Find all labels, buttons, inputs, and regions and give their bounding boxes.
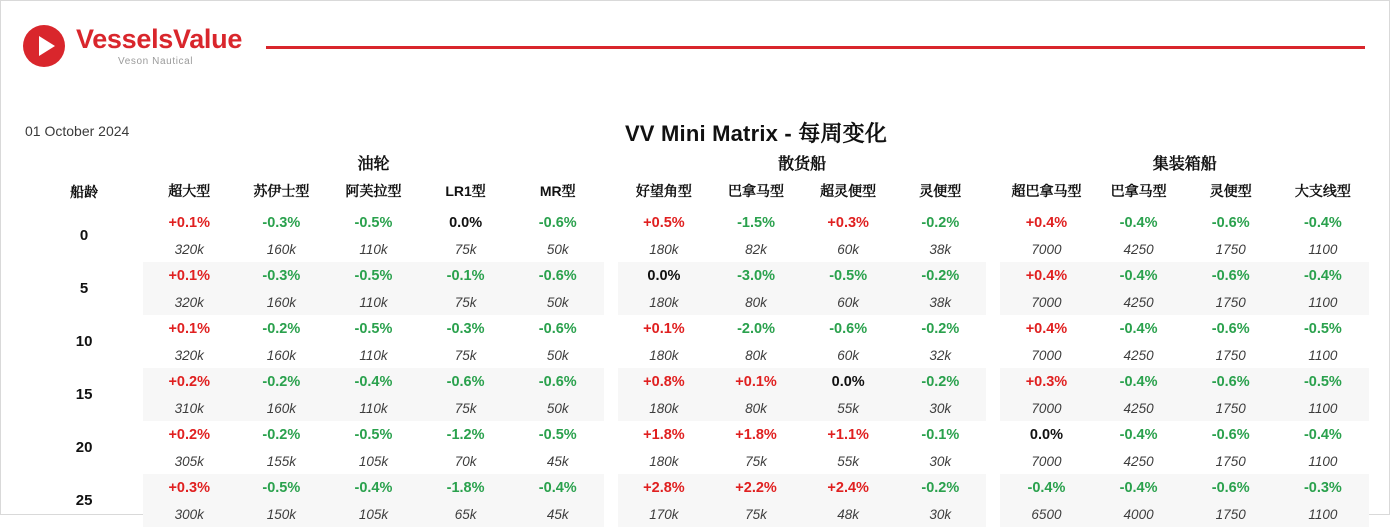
change-cell: 0.0% [449,214,483,231]
change-cell: +0.1% [168,320,210,337]
value-cell: 1100 [1308,453,1338,469]
value-cell: 160k [266,347,296,363]
value-cell: 7000 [1031,453,1062,469]
change-cell: +1.8% [643,426,685,443]
matrix-body [25,209,1369,527]
change-cell: -0.4% [327,368,419,395]
value-cell: 45k [546,453,569,469]
value-cell: 105k [358,453,389,469]
value-cell: 55k [837,453,860,469]
value-cell: 160k [235,395,327,421]
change-cell: +0.3% [1000,368,1092,395]
change-cell: -0.4% [512,474,604,501]
change-cell: +0.5% [643,214,685,231]
age-cell: 20 [75,439,93,456]
value-cell: 320k [143,289,235,315]
value-cell: 60k [837,241,860,257]
group-gap [604,501,618,527]
value-cell: 110k [359,241,388,257]
change-cell: +0.1% [710,368,802,395]
group-gap [986,289,1000,315]
table-row [25,315,1369,342]
group-gap [604,236,618,262]
change-cell: -0.4% [1119,214,1158,231]
change-cell: -0.2% [921,214,960,231]
value-cell: 1750 [1215,453,1246,469]
change-cell: -0.4% [1093,368,1185,395]
value-cell: 4250 [1123,453,1154,469]
group-gap [986,501,1000,527]
group-gap-2 [986,149,1000,175]
change-cell: -0.6% [512,368,604,395]
group-gap [604,315,618,342]
column-header-lr1: LR1型 [445,183,486,200]
change-cell: -0.1% [420,262,512,289]
age-cell: 5 [79,280,89,297]
change-cell: -0.4% [1303,214,1342,231]
column-header-panamax-box: 巴拿马型 [1110,183,1167,200]
table-row [25,501,1369,527]
change-cell: -0.6% [538,320,577,337]
change-cell: -0.6% [1211,214,1250,231]
change-cell: -0.6% [1185,474,1277,501]
value-cell: 155k [266,453,296,469]
change-cell: -0.6% [512,262,604,289]
header-divider [266,46,1365,49]
column-header-panamax-bulk: 巴拿马型 [728,183,785,200]
group-gap [986,368,1000,395]
change-cell: -0.6% [1185,262,1277,289]
change-cell: +2.8% [618,474,710,501]
change-cell: -0.5% [235,474,327,501]
table-row [25,342,1369,368]
value-cell: 7000 [1031,347,1062,363]
value-cell: 50k [546,347,569,363]
change-cell: -0.3% [1277,474,1369,501]
group-gap [986,448,1000,474]
value-cell: 50k [512,395,604,421]
change-cell: -0.5% [354,320,393,337]
change-cell: +2.2% [710,474,802,501]
value-cell: 180k [649,347,679,363]
table-row [25,421,1369,448]
change-cell: -0.5% [1277,368,1369,395]
column-header-age: 船龄 [70,184,99,200]
group-gap [986,421,1000,448]
value-cell: 1100 [1308,241,1338,257]
change-cell: -0.5% [1303,320,1342,337]
value-cell: 1750 [1185,395,1277,421]
change-cell: -0.4% [1303,426,1342,443]
value-cell: 4000 [1093,501,1185,527]
value-cell: 55k [802,395,894,421]
column-header-ultramax: 超灵便型 [820,183,877,200]
group-gap [604,474,618,501]
change-cell: -0.5% [538,426,577,443]
value-cell: 38k [929,241,952,257]
group-gap [986,262,1000,289]
change-cell: -0.6% [1185,368,1277,395]
change-cell: +1.1% [827,426,869,443]
change-cell: +0.2% [143,368,235,395]
value-cell: 75k [420,395,512,421]
change-cell: -2.0% [737,320,775,337]
change-cell: -0.6% [420,368,512,395]
change-cell: -0.4% [1277,262,1369,289]
value-cell: 45k [512,501,604,527]
value-cell: 160k [266,241,296,257]
column-header-mr: MR型 [539,183,576,200]
value-cell: 80k [710,289,802,315]
value-cell: 4250 [1123,241,1154,257]
group-gap [604,448,618,474]
change-cell: -0.1% [921,426,960,443]
change-cell: -0.4% [1093,474,1185,501]
value-cell: 1750 [1185,501,1277,527]
value-cell: 110k [359,347,388,363]
value-cell: 180k [649,453,679,469]
value-cell: 105k [327,501,419,527]
value-cell: 1750 [1185,289,1277,315]
change-cell: -0.4% [327,474,419,501]
value-cell: 180k [649,241,679,257]
change-cell: +0.1% [643,320,685,337]
brand-name: VesselsValue [76,24,243,55]
table-row [25,395,1369,421]
group-gap [604,395,618,421]
change-cell: -0.6% [1211,320,1250,337]
group-gap [604,342,618,368]
change-cell: +0.3% [143,474,235,501]
brand-text [76,25,242,66]
column-header-aframax: 阿芙拉型 [345,183,402,200]
value-cell: 4250 [1123,347,1154,363]
change-cell: 0.0% [1029,426,1063,443]
value-cell: 300k [143,501,235,527]
change-cell: -3.0% [710,262,802,289]
value-cell: 6500 [1000,501,1092,527]
age-cell: 25 [75,492,93,509]
value-cell: 305k [174,453,204,469]
change-cell: -0.6% [829,320,868,337]
column-header-row [25,175,1369,209]
group-header-bulkers: 散货船 [778,155,827,173]
group-header-tankers: 油轮 [357,155,390,173]
group-gap-1 [604,149,618,175]
change-cell: -0.2% [262,426,301,443]
value-cell: 50k [546,241,569,257]
table-row [25,474,1369,501]
value-cell: 180k [618,395,710,421]
table-row [25,289,1369,315]
change-cell: -0.6% [538,214,577,231]
age-cell: 10 [75,333,93,350]
value-cell: 30k [894,501,986,527]
change-cell: +0.4% [1025,214,1068,231]
change-cell: 0.0% [802,368,894,395]
value-cell: 65k [420,501,512,527]
group-gap [986,315,1000,342]
age-cell: 0 [79,227,89,244]
table-row [25,262,1369,289]
value-cell: 60k [837,347,860,363]
value-cell: 50k [512,289,604,315]
column-gap-1 [604,175,618,209]
value-cell: 80k [710,395,802,421]
value-cell: 180k [618,289,710,315]
value-cell: 160k [235,289,327,315]
value-cell: 75k [745,453,767,469]
value-cell: 75k [710,501,802,527]
column-header-vlcc: 超大型 [168,183,211,200]
age-cell: 15 [75,386,93,403]
group-gap [986,395,1000,421]
group-gap [986,342,1000,368]
value-cell: 30k [929,453,952,469]
group-gap [604,262,618,289]
value-cell: 1100 [1277,395,1369,421]
change-cell: -0.2% [262,320,301,337]
value-cell: 320k [174,347,204,363]
group-gap [986,474,1000,501]
change-cell: +0.1% [143,262,235,289]
value-cell: 1100 [1308,347,1338,363]
change-cell: -1.5% [737,214,775,231]
change-cell: -0.3% [262,214,301,231]
change-cell: -0.2% [894,474,986,501]
change-cell: -0.2% [921,320,960,337]
change-cell: -0.5% [354,214,393,231]
change-cell: -0.2% [894,262,986,289]
value-cell: 1100 [1277,289,1369,315]
value-cell: 7000 [1000,395,1092,421]
change-cell: +0.2% [168,426,210,443]
report-header [23,15,1365,77]
column-header-handysize: 灵便型 [919,183,962,200]
change-cell: -1.2% [446,426,485,443]
column-gap-2 [986,175,1000,209]
change-cell: -0.4% [1119,320,1158,337]
value-cell: 38k [894,289,986,315]
vesselsvalue-logo-icon [23,25,65,67]
value-cell: 30k [894,395,986,421]
group-header-spacer [25,149,143,175]
change-cell: -0.5% [354,426,393,443]
group-gap [604,209,618,236]
group-header-row [25,149,1369,175]
change-cell: -0.6% [1211,426,1250,443]
value-cell: 82k [745,241,767,257]
change-cell: +0.1% [168,214,210,231]
value-cell: 310k [143,395,235,421]
group-gap [986,236,1000,262]
value-cell: 32k [929,347,952,363]
value-cell: 320k [174,241,204,257]
group-gap [986,209,1000,236]
change-cell: -0.4% [1000,474,1092,501]
mini-matrix-table [25,149,1369,527]
column-header-feedermax: 大支线型 [1294,183,1351,200]
change-cell: -0.3% [446,320,485,337]
value-cell: 4250 [1093,395,1185,421]
value-cell: 7000 [1000,289,1092,315]
value-cell: 1750 [1215,347,1246,363]
column-header-handy-box: 灵便型 [1209,183,1252,200]
change-cell: -0.5% [327,262,419,289]
value-cell: 1750 [1215,241,1246,257]
table-row [25,448,1369,474]
column-header-post-panamax: 超巴拿马型 [1011,183,1082,200]
change-cell: -0.4% [1119,426,1158,443]
change-cell: +0.3% [827,214,869,231]
change-cell: +1.8% [735,426,777,443]
table-row [25,236,1369,262]
page-title: VV Mini Matrix - 每周变化 [624,121,888,146]
change-cell: -0.3% [235,262,327,289]
change-cell: -1.8% [420,474,512,501]
group-gap [604,421,618,448]
play-triangle-icon [39,36,55,56]
change-cell: +2.4% [802,474,894,501]
report-date: 01 October 2024 [25,123,130,139]
change-cell: +0.8% [618,368,710,395]
value-cell: 75k [454,241,477,257]
column-header-suezmax: 苏伊士型 [253,183,310,200]
table-row [25,368,1369,395]
group-gap [604,289,618,315]
value-cell: 75k [454,347,477,363]
value-cell: 1100 [1277,501,1369,527]
change-cell: -0.2% [235,368,327,395]
value-cell: 150k [235,501,327,527]
change-cell: -0.2% [894,368,986,395]
table-row [25,209,1369,236]
value-cell: 170k [618,501,710,527]
change-cell: +0.4% [1025,320,1068,337]
value-cell: 4250 [1093,289,1185,315]
brand-tagline: Veson Nautical [118,55,194,67]
value-cell: 80k [745,347,767,363]
value-cell: 48k [802,501,894,527]
value-cell: 60k [802,289,894,315]
value-cell: 75k [420,289,512,315]
change-cell: +0.4% [1000,262,1092,289]
change-cell: -0.5% [802,262,894,289]
value-cell: 70k [454,453,477,469]
value-cell: 7000 [1031,241,1062,257]
change-cell: 0.0% [618,262,710,289]
group-gap [604,368,618,395]
column-header-capesize: 好望角型 [635,183,692,200]
value-cell: 110k [327,289,419,315]
group-header-containers: 集装箱船 [1152,155,1217,173]
change-cell: -0.4% [1093,262,1185,289]
value-cell: 110k [327,395,419,421]
